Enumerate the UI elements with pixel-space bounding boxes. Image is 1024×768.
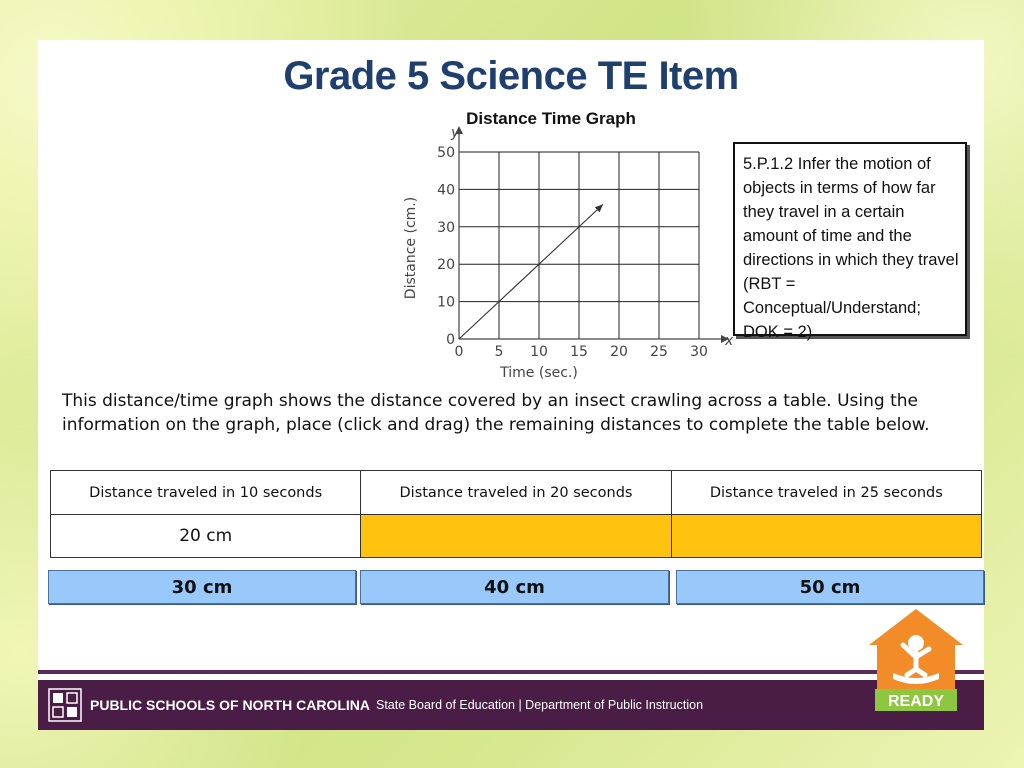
x-tick-label: 0 — [454, 344, 464, 360]
chart-grid — [459, 152, 699, 339]
chart-title: Distance Time Graph — [466, 109, 636, 128]
chart-ticks — [437, 145, 708, 360]
drop-zone-20s[interactable] — [361, 515, 671, 558]
table-cell-10s: 20 cm — [51, 515, 361, 558]
footer-bar — [38, 680, 984, 730]
slide — [38, 40, 984, 730]
y-tick-label: 50 — [437, 145, 455, 161]
x-tick-label: 20 — [610, 344, 628, 360]
distance-time-chart — [363, 102, 734, 382]
x-tick-label: 10 — [530, 344, 548, 360]
table-header-20s: Distance traveled in 20 seconds — [361, 471, 671, 515]
x-tick-label: 5 — [494, 344, 504, 360]
table-row — [51, 515, 982, 558]
x-tick-label: 25 — [650, 344, 668, 360]
x-axis-label: Time (sec.) — [500, 365, 578, 381]
footer-divider — [38, 670, 984, 674]
choice-40cm[interactable]: 40 cm — [360, 570, 669, 604]
choice-50cm[interactable]: 50 cm — [676, 570, 984, 604]
table-header-25s: Distance traveled in 25 seconds — [671, 471, 981, 515]
x-tick-label: 15 — [570, 344, 588, 360]
series-line — [459, 204, 603, 339]
x-tick-label: 30 — [690, 344, 708, 360]
choice-30cm[interactable]: 30 cm — [48, 570, 356, 604]
ready-logo-icon — [863, 605, 969, 715]
y-tick-label: 10 — [437, 294, 455, 311]
drop-zone-25s[interactable] — [671, 515, 981, 558]
footer-subtitle: State Board of Education | Department of Public Instruction — [376, 698, 704, 712]
y-axis-label: Distance (cm.) — [403, 196, 419, 300]
question-text: This distance/time graph shows the distance covered by an insect crawling across a table. Using the information on the graph, place (click and drag) the remaining distances to complete the table below. — [62, 391, 930, 435]
y-tick-label: 20 — [437, 257, 455, 274]
standard-box — [733, 142, 967, 341]
standard-text: 5.P.1.2 Infer the motion of objects in terms of how far they travel in a certain amount of time and the directions in which they travel (RBT = Conceptual/Understand; DOK = 2) — [743, 155, 959, 341]
chart-axes — [455, 126, 729, 343]
page-title: Grade 5 Science TE Item — [283, 54, 739, 98]
nc-seal-icon — [48, 688, 82, 722]
table-header-row — [51, 471, 982, 515]
y-tick-label: 30 — [437, 219, 455, 236]
y-axis-letter: y — [451, 125, 460, 141]
badge-label: READY — [887, 693, 945, 710]
footer-org-name: PUBLIC SCHOOLS OF NORTH CAROLINA — [90, 697, 370, 713]
table-header-10s: Distance traveled in 10 seconds — [51, 471, 361, 515]
y-tick-label: 40 — [437, 182, 455, 199]
x-axis-letter: x — [725, 333, 734, 349]
chart-series — [459, 204, 603, 339]
y-tick-label: 0 — [446, 332, 455, 348]
answer-table — [50, 470, 982, 558]
